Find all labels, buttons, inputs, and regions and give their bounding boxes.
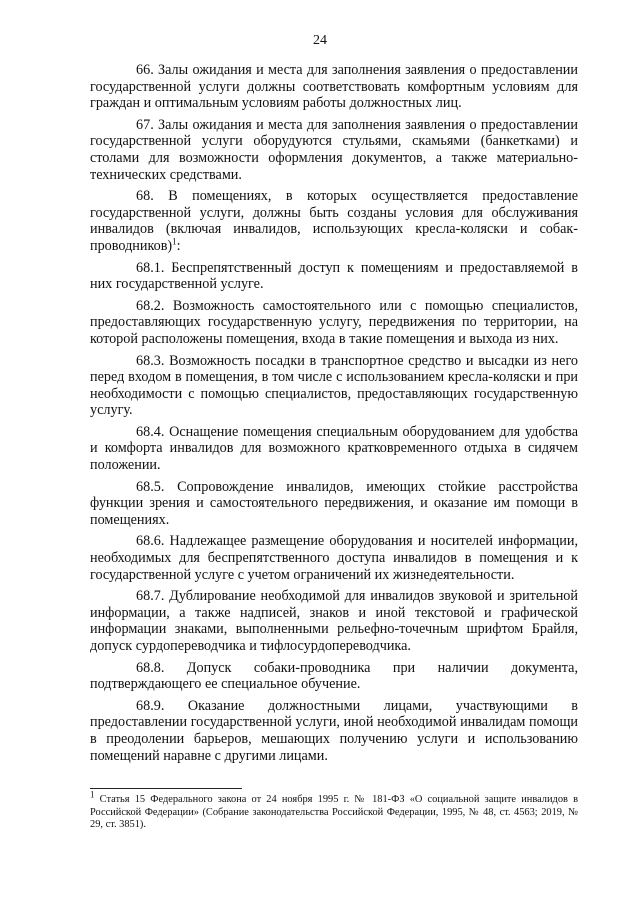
page-number: 24 <box>313 33 327 48</box>
paragraph-68-8: 68.8. Допуск собаки-проводника при наличии документа, подтверждающего ее специальное обучение. <box>90 659 578 693</box>
footnote-marker: 1 <box>90 789 95 800</box>
paragraph-68-5: 68.5. Сопровождение инвалидов, имеющих стойкие расстройства функции зрения и самостоятельного передвижения, и оказание им помощи в помещениях. <box>90 478 578 528</box>
paragraph-68-7: 68.7. Дублирование необходимой для инвалидов звуковой и зрительной информации, а также надписей, знаков и иной текстовой и графической информации знаками, выполненными рельефно-точечным шрифтом Брайля, допуск сурдопереводчика и тифлосурдопереводчика. <box>90 588 578 654</box>
footnote-text: Статья 15 Федерального закона от 24 ноября 1995 г. № 181-ФЗ «О социальной защите инвалидов в Российской Федерации» (Собрание законодательства Российской Федерации, 1995, № 48, ст. 4563; 2019, № 29, ст. 3851). <box>90 794 578 831</box>
footnote-divider <box>90 788 242 789</box>
footnote <box>90 789 578 832</box>
paragraph-68-4: 68.4. Оснащение помещения специальным оборудованием для удобства и комфорта инвалидов для возможного кратковременного отдыха в сидячем положении. <box>90 423 578 474</box>
paragraph-68-2: 68.2. Возможность самостоятельного или с помощью специалистов, предоставляющих государственную услугу, передвижения по территории, на которой расположены помещения, входа в такие помещения и выхода из них. <box>90 297 578 347</box>
paragraph-68-1: 68.1. Беспрепятственный доступ к помещениям и предоставляемой в них государственной услуге. <box>90 259 578 293</box>
paragraph-68-tail: : <box>176 237 181 254</box>
paragraph-68 <box>90 188 578 254</box>
document-body <box>90 62 578 769</box>
paragraph-68-3: 68.3. Возможность посадки в транспортное средство и высадки из него перед входом в помещения, в том числе с использованием кресла-коляски и при необходимости с помощью специалистов, предоставляющих государственную услугу. <box>90 352 578 419</box>
paragraph-68-6: 68.6. Надлежащее размещение оборудования и носителей информации, необходимых для беспрепятственного доступа инвалидов в помещения и к государственной услуге с учетом ограничений их жизнедеятельности. <box>90 533 578 583</box>
paragraph-68-9: 68.9. Оказание должностными лицами, участвующими в предоставлении государственной услуги, иной необходимой инвалидам помощи в преодолении барьеров, мешающих получению услуги и использованию помещений наравне с другими лицами. <box>90 697 578 764</box>
paragraph-68-text: 68. В помещениях, в которых осуществляется предоставление государственной услуги, должны быть созданы условия для обслуживания инвалидов (включая инвалидов, использующих кресла-коляски и собак-проводников) <box>90 188 578 254</box>
paragraph-67: 67. Залы ожидания и места для заполнения заявления о предоставлении государственной услуги оборудуются стульями, скамьями (банкетками) и столами для возможности оформления документов, а также материально-технических средствами. <box>90 116 578 183</box>
paragraph-66: 66. Залы ожидания и места для заполнения заявления о предоставлении государственной услуги должны соответствовать комфортным условиям для граждан и оптимальным условиям работы должностных лиц. <box>90 62 578 112</box>
footnote-reference: 1 <box>172 236 177 247</box>
